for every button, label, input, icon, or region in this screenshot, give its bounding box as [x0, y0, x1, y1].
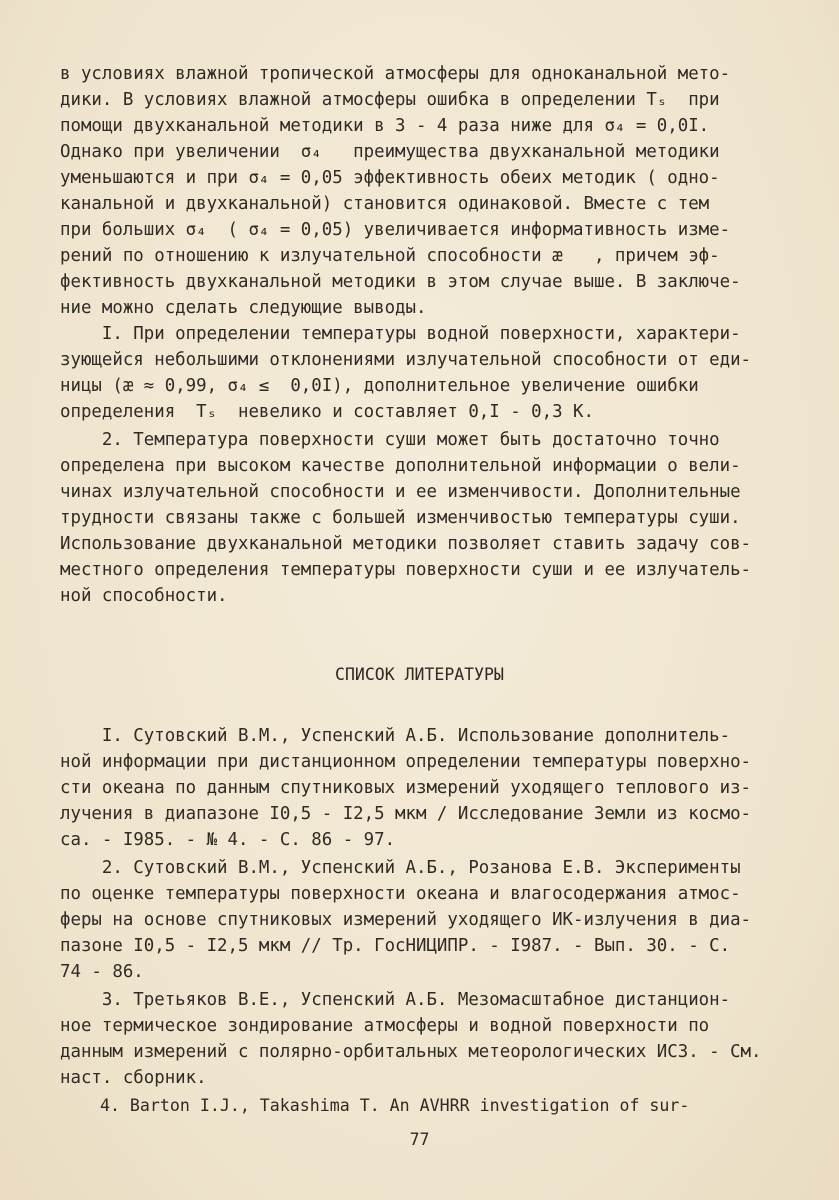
body-line: местного определения температуры поверхности суши и ее излучатель-	[60, 560, 752, 580]
reference-line: ное термическое зондирование атмосферы и водной поверхности по	[60, 1016, 710, 1036]
body-line: ницы (æ ≈ 0,99, σ₄ ≤ 0,0I), дополнительное увеличение ошибки	[60, 376, 699, 396]
reference-line: феры на основе спутниковых измерений уходящего ИК-излучения в диа-	[60, 910, 752, 930]
reference-line: наст. сборник.	[60, 1068, 207, 1088]
body-line: рений по отношению к излучательной способности æ , причем эф-	[60, 246, 720, 266]
reference-line: 4. Barton I.J., Takashima T. An AVHRR investigation of sur-	[60, 1096, 690, 1115]
page-number: 77	[409, 1130, 430, 1149]
body-line: Однако при увеличении σ₄ преимущества двухканальной методики	[60, 142, 720, 162]
body-line: фективность двухканальной методики в этом случае выше. В заключе-	[60, 272, 741, 292]
body-line: трудности связаны также с большей изменчивостью температуры суши.	[60, 508, 741, 528]
reference-line: пазоне I0,5 - I2,5 мкм // Тр. ГосНИЦИПР. - I987. - Вып. 30. - С.	[60, 936, 731, 956]
body-line: в условиях влажной тропической атмосферы для одноканальной мето-	[60, 64, 731, 84]
reference-line: ной информации при дистанционном определении температуры поверхно-	[60, 752, 752, 772]
body-line: канальной и двухканальной) становится одинаковой. Вместе с тем	[60, 194, 710, 214]
reference-line: 74 - 86.	[60, 962, 144, 982]
body-line: определена при высоком качестве дополнительной информации о вели-	[60, 456, 741, 476]
body-line: определения Tₛ невелико и составляет 0,I - 0,3 К.	[60, 402, 594, 422]
body-line: дики. В условиях влажной атмосферы ошибка в определении Tₛ при	[60, 90, 720, 110]
body-line: чинах излучательной способности и ее изменчивости. Дополнительные	[60, 482, 741, 502]
body-line: зующейся небольшими отклонениями излучательной способности от еди-	[60, 350, 752, 370]
reference-line: I. Сутовский В.М., Успенский А.Б. Использование дополнитель-	[60, 726, 731, 746]
conclusion-item-1-line: I. При определении температуры водной поверхности, характери-	[60, 324, 741, 344]
reference-line: по оценке температуры поверхности океана и влагосодержания атмос-	[60, 884, 741, 904]
body-line: Использование двухканальной методики позволяет ставить задачу сов-	[60, 534, 752, 554]
body-line: помощи двухканальной методики в 3 - 4 раза ниже для σ₄ = 0,0I.	[60, 116, 710, 136]
reference-line: 3. Третьяков В.Е., Успенский А.Б. Мезомасштабное дистанцион-	[60, 990, 731, 1010]
reference-line: сти океана по данным спутниковых измерений уходящего теплового из-	[60, 778, 752, 798]
reference-line: 2. Сутовский В.М., Успенский А.Б., Розанова Е.В. Эксперименты	[60, 858, 741, 878]
reference-line: данным измерений с полярно-орбитальных метеорологических ИСЗ. - См.	[60, 1042, 762, 1062]
reference-line: са. - I985. - № 4. - С. 86 - 97.	[60, 830, 396, 850]
body-line: ние можно сделать следующие выводы.	[60, 298, 427, 318]
body-line: ной способности.	[60, 586, 228, 606]
conclusion-item-2-line: 2. Температура поверхности суши может быть достаточно точно	[60, 430, 720, 450]
reference-line: лучения в диапазоне I0,5 - I2,5 мкм / Исследование Земли из космо-	[60, 804, 752, 824]
body-line: при больших σ₄ ( σ₄ = 0,05) увеличивается информативность изме-	[60, 220, 731, 240]
references-heading: СПИСОК ЛИТЕРАТУРЫ	[335, 665, 504, 684]
body-line: уменьшаются и при σ₄ = 0,05 эффективность обеих методик ( одно-	[60, 168, 720, 188]
